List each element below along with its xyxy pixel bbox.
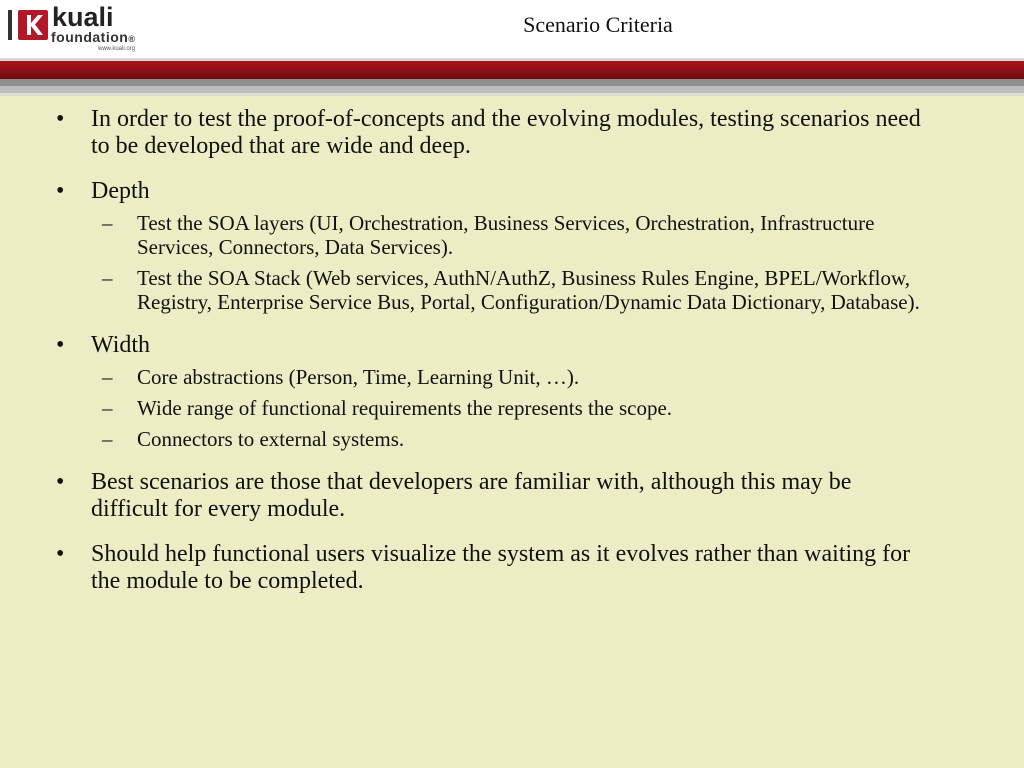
logo-url: www.kuali.org: [98, 46, 136, 52]
sub-bullet-text: Test the SOA Stack (Web services, AuthN/AuthZ, Business Rules Engine, BPEL/Workflow, Registry, Enterprise Service Bus, Portal, Configuration/Dynamic Data Dictionary, Database).: [137, 266, 920, 314]
bullet-glyph: •: [56, 106, 65, 132]
bullet-item: [0, 106, 1024, 160]
bullet-text: Should help functional users visualize the system as it evolves rather than waiting for the module to be completed.: [91, 541, 911, 594]
bullet-text: Width: [91, 332, 151, 358]
dash-glyph: –: [102, 211, 113, 235]
dash-glyph: –: [102, 365, 113, 389]
sub-bullet-list: [0, 211, 1024, 314]
bullet-text: Depth: [91, 178, 150, 204]
bullet-item: [0, 332, 1024, 359]
dash-glyph: –: [102, 266, 113, 290]
sub-bullet-text: Connectors to external systems.: [137, 427, 405, 451]
sub-bullet-text: Wide range of functional requirements the represents the scope.: [137, 396, 673, 420]
sub-bullet-text: Core abstractions (Person, Time, Learning Unit, …).: [137, 365, 580, 389]
dash-glyph: –: [102, 396, 113, 420]
header-gray-band-light: [0, 86, 1024, 93]
sub-bullet-item: [0, 266, 1024, 314]
bullet-glyph: •: [56, 332, 65, 358]
header-gray-band: [0, 79, 1024, 86]
sub-bullet-text: Test the SOA layers (UI, Orchestration, Business Services, Orchestration, Infrastructure Services, Connectors, Data Services).: [137, 211, 875, 259]
divider: [0, 93, 1024, 96]
bullet-item: [0, 541, 1024, 595]
slide-body: [0, 106, 1024, 613]
slide-header: [0, 0, 1024, 58]
sub-bullet-item: [0, 396, 1024, 420]
sub-bullet-list: [0, 365, 1024, 451]
bullet-item: [0, 178, 1024, 205]
logo-subtitle: foundation®: [51, 29, 136, 45]
bullet-glyph: •: [56, 469, 65, 495]
slide-title: Scenario Criteria: [523, 12, 673, 37]
header-red-band: [0, 61, 1024, 79]
dash-glyph: –: [102, 427, 113, 451]
bullet-text: In order to test the proof-of-concepts and the evolving modules, testing scenarios need to be developed that are wide and deep.: [91, 106, 921, 159]
bullet-glyph: •: [56, 178, 65, 204]
sub-bullet-item: [0, 211, 1024, 259]
bullet-text: Best scenarios are those that developers are familiar with, although this may be difficult for every module.: [91, 469, 852, 522]
bullet-item: [0, 469, 1024, 523]
sub-bullet-item: [0, 427, 1024, 451]
bullet-glyph: •: [56, 541, 65, 567]
sub-bullet-item: [0, 365, 1024, 389]
logo-word: kuali: [52, 2, 114, 32]
